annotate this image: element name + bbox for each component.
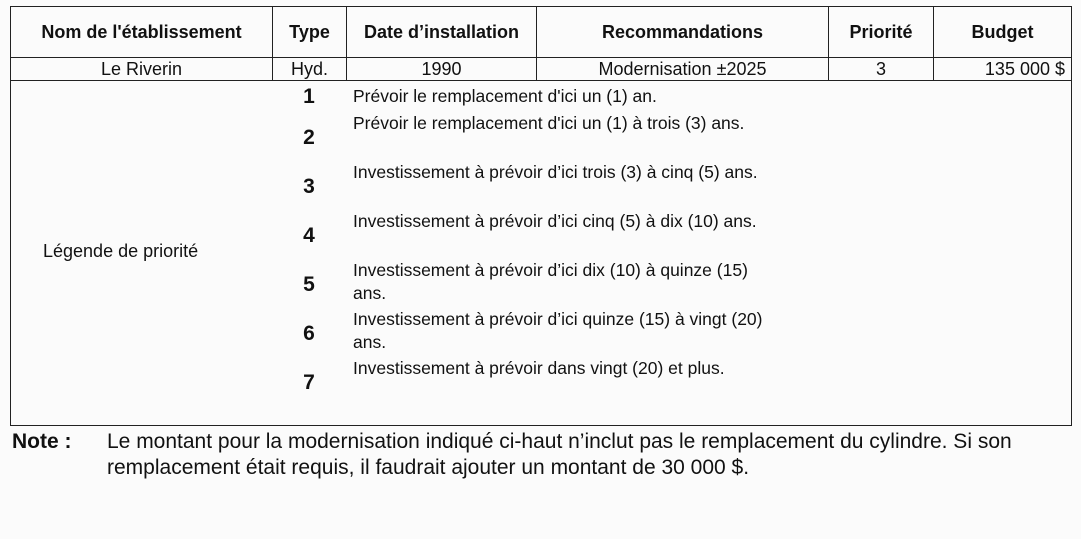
legend-text: Prévoir le remplacement d'ici un (1) à trois (3) ans.: [353, 113, 745, 133]
header-type: Type: [273, 7, 347, 58]
header-recommendations: Recommandations: [537, 7, 829, 58]
legend-cell: [11, 81, 1072, 426]
header-priority: Priorité: [829, 7, 934, 58]
facility-table: [10, 6, 1072, 426]
legend-text: Investissement à prévoir d’ici quinze (15) à vingt (20) ans.: [353, 309, 763, 352]
legend-item: [296, 259, 776, 308]
header-row: [11, 7, 1072, 58]
header-budget: Budget: [934, 7, 1072, 58]
note-label: Note :: [12, 430, 72, 453]
legend-text: Prévoir le remplacement d'ici un (1) an.: [353, 86, 657, 106]
legend-text: Investissement à prévoir dans vingt (20) et plus.: [353, 358, 725, 378]
legend-item: [296, 210, 776, 259]
legend-row: [11, 81, 1072, 426]
legend-number: 7: [303, 371, 315, 394]
cell-name: Le Riverin: [11, 58, 273, 81]
header-date: Date d’installation: [347, 7, 537, 58]
cell-budget: 135 000 $: [934, 58, 1072, 81]
legend-number: 6: [303, 322, 315, 345]
legend-text: Investissement à prévoir d’ici dix (10) à quinze (15) ans.: [353, 260, 748, 303]
cell-priority: 3: [829, 58, 934, 81]
legend-list: [296, 85, 776, 406]
cell-date: 1990: [347, 58, 537, 81]
cell-type: Hyd.: [273, 58, 347, 81]
legend-label: Légende de priorité: [43, 241, 199, 261]
legend-text: Investissement à prévoir d’ici trois (3) à cinq (5) ans.: [353, 162, 758, 182]
legend-number: 1: [303, 85, 315, 108]
header-name: Nom de l'établissement: [11, 7, 273, 58]
legend-item: [296, 85, 776, 112]
legend-item: [296, 308, 776, 357]
legend-item: [296, 112, 776, 161]
legend-item: [296, 161, 776, 210]
legend-number: 4: [303, 224, 315, 247]
legend-number: 5: [303, 273, 315, 296]
legend-item: [296, 357, 776, 406]
legend-number: 2: [303, 126, 315, 149]
legend-number: 3: [303, 175, 315, 198]
legend-text: Investissement à prévoir d’ici cinq (5) à dix (10) ans.: [353, 211, 757, 231]
note-text: Le montant pour la modernisation indiqué ci-haut n’inclut pas le remplacement du cylindre. Si son remplacement était requis, il faudrait ajouter un montant de 30 000 $.: [107, 430, 1012, 479]
cell-recommendations: Modernisation ±2025: [537, 58, 829, 81]
table-row: [11, 58, 1072, 81]
